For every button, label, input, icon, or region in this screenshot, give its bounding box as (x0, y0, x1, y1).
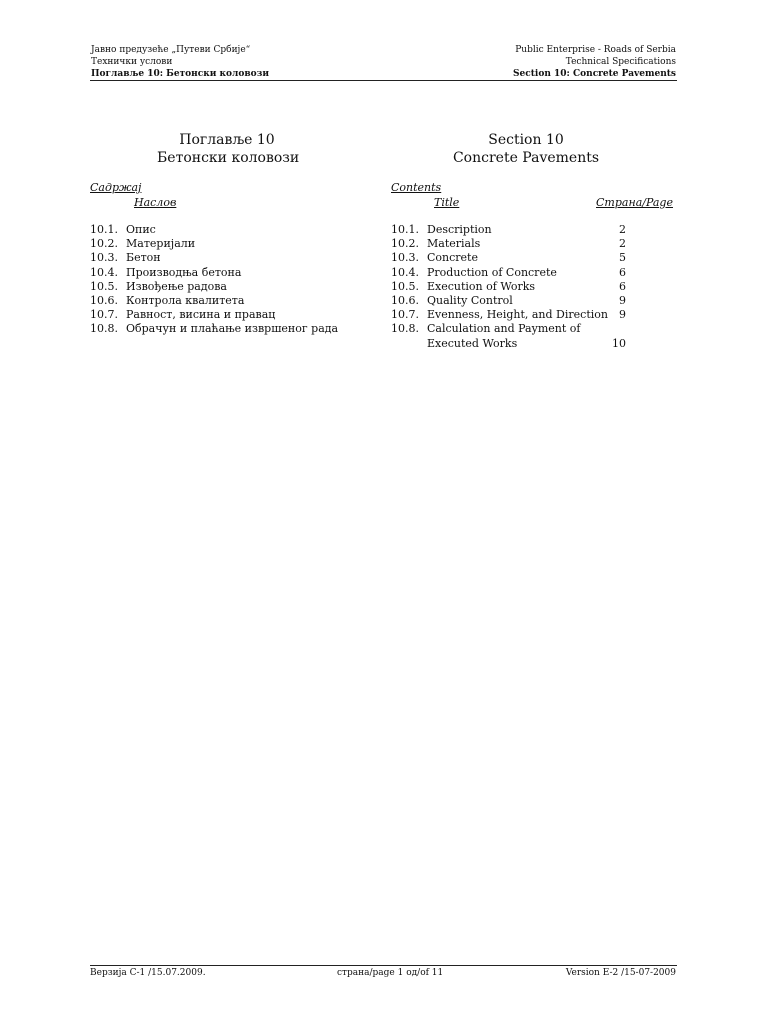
toc-page: 10 (612, 336, 626, 350)
toc-title: Production of Concrete (427, 265, 557, 279)
toc-item-sr[interactable] (90, 294, 350, 308)
header-section-en: Section 10: Concrete Pavements (513, 69, 676, 79)
toc-item-en[interactable] (391, 223, 626, 237)
toc-number: 10.6. (391, 293, 419, 307)
toc-number: 10.7. (90, 308, 118, 322)
chapter-title-en (436, 131, 616, 167)
toc-title: Производња бетона (126, 265, 242, 279)
toc-page: 6 (619, 279, 626, 293)
footer-version-sr: Верзија С-1 /15.07.2009. (90, 968, 206, 978)
toc-item-sr[interactable] (90, 223, 350, 237)
toc-item-en[interactable] (391, 294, 626, 308)
toc-page: 5 (619, 251, 626, 265)
header-doc-en: Technical Specifications (565, 57, 676, 67)
toc-title: Materials (427, 237, 481, 251)
toc-number: 10.2. (90, 237, 118, 251)
toc-title: Quality Control (427, 293, 513, 307)
toc-title: Опис (126, 223, 156, 236)
footer-page-number: страна/page 1 од/of 11 (337, 968, 444, 978)
toc-number: 10.4. (90, 265, 118, 279)
toc-item-sr[interactable] (90, 266, 350, 280)
header-divider (90, 80, 677, 81)
toc-page: 2 (619, 237, 626, 251)
toc-title: Description (427, 223, 492, 236)
toc-number: 10.3. (391, 251, 419, 265)
toc-number: 10.7. (391, 308, 419, 322)
toc-item-en[interactable] (391, 308, 626, 322)
page-column-label: Страна/Page (596, 196, 673, 209)
toc-title: Evenness, Height, and Direction (427, 308, 608, 322)
toc-number: 10.3. (90, 251, 118, 265)
toc-title: Равност, висина и правац (126, 308, 276, 322)
toc-number: 10.8. (391, 322, 419, 336)
toc-title: Контрола квалитета (126, 293, 245, 307)
contents-label-en: Contents (391, 181, 442, 194)
toc-item-sr[interactable] (90, 308, 350, 322)
toc-item-sr[interactable] (90, 237, 350, 251)
toc-item-sr[interactable] (90, 322, 350, 336)
toc-title: Обрачун и плаћање извршеног рада (126, 322, 339, 336)
header-section-sr: Поглавље 10: Бетонски коловози (91, 69, 270, 79)
toc-number: 10.1. (90, 223, 118, 236)
toc-title: Материјали (126, 237, 196, 251)
toc-number: 10.1. (391, 223, 419, 236)
header-org-en: Public Enterprise - Roads of Serbia (515, 45, 676, 55)
header-doc-sr: Технички услови (91, 57, 173, 67)
footer-version-en: Version E-2 /15-07-2009 (565, 968, 676, 978)
toc-number: 10.4. (391, 265, 419, 279)
toc-item-sr[interactable] (90, 251, 350, 265)
toc-number: 10.8. (90, 322, 118, 336)
toc-title: Извођење радова (126, 279, 227, 293)
header-right (513, 44, 676, 80)
toc-number: 10.5. (90, 279, 118, 293)
toc-title: Calculation and Payment of Executed Works (427, 322, 581, 350)
toc-title: Бетон (126, 251, 161, 265)
chapter-number-en: Section 10 (488, 132, 564, 148)
toc-page: 6 (619, 265, 626, 279)
toc-page: 2 (619, 223, 626, 236)
toc-page: 9 (619, 293, 626, 307)
header-left (91, 44, 269, 80)
toc-list-sr (90, 223, 350, 337)
toc-number: 10.2. (391, 237, 419, 251)
toc-item-en[interactable] (391, 237, 626, 251)
toc-title: Execution of Works (427, 279, 536, 293)
toc-title: Concrete (427, 251, 478, 265)
toc-item-en[interactable] (391, 322, 626, 350)
chapter-name-en: Concrete Pavements (452, 150, 600, 166)
chapter-title-sr (157, 131, 300, 167)
toc-item-en[interactable] (391, 251, 626, 265)
toc-number: 10.5. (391, 279, 419, 293)
toc-item-en[interactable] (391, 280, 626, 294)
contents-label-sr: Садржај (90, 181, 142, 194)
chapter-name-sr: Бетонски коловози (157, 150, 300, 166)
chapter-number-sr: Поглавље 10 (179, 132, 275, 148)
toc-item-en[interactable] (391, 266, 626, 280)
toc-number: 10.6. (90, 293, 118, 307)
title-column-label-sr: Наслов (134, 196, 177, 209)
toc-item-sr[interactable] (90, 280, 350, 294)
header-org-sr: Јавно предузеће „Путеви Србије“ (91, 45, 251, 55)
toc-page: 9 (619, 308, 626, 322)
title-column-label-en: Title (434, 196, 460, 209)
toc-list-en (391, 223, 626, 351)
footer-divider (90, 965, 677, 966)
